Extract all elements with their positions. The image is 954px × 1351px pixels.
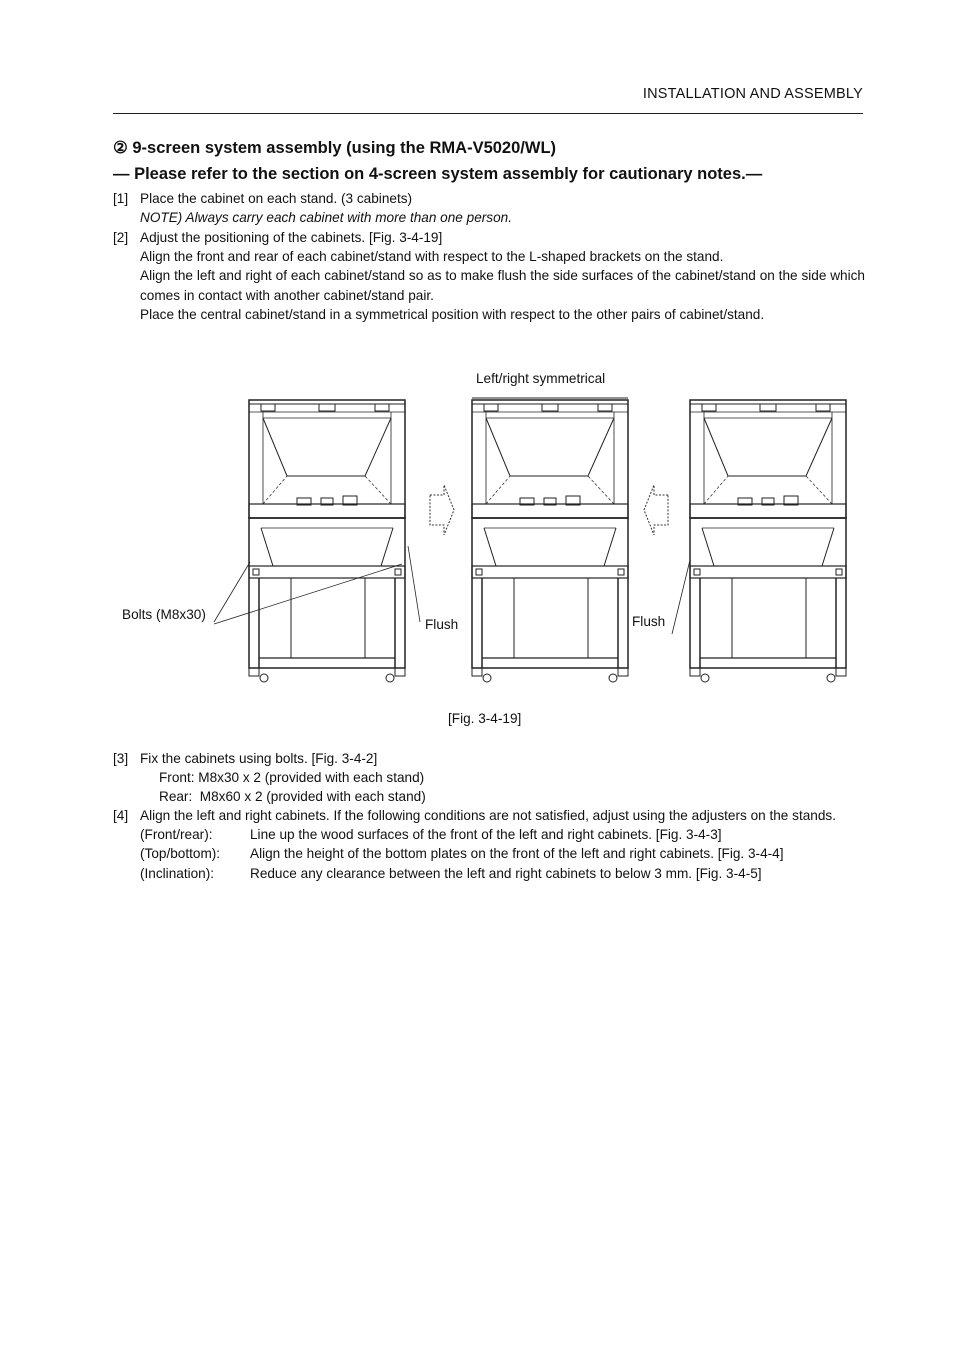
condition-row: [140, 825, 865, 844]
step-number: [2]: [113, 230, 129, 245]
figure-caption: [Fig. 3-4-19]: [448, 711, 522, 726]
flush-label-right: Flush: [632, 614, 666, 629]
center-cabinet-stand: [472, 400, 628, 682]
condition-row: [140, 864, 865, 883]
left-cabinet-stand: [249, 400, 405, 682]
step-text: Align the left and right cabinets. If the following conditions are not satisfied, adjust using the adjusters on the stands.: [140, 808, 836, 823]
condition-label: (Front/rear):: [140, 827, 213, 843]
step-1: [113, 189, 865, 227]
section-title: ② 9-screen system assembly (using the RMA-V5020/WL): [113, 139, 557, 157]
arrow-right-icon: [430, 485, 454, 535]
bolt-spec-rear: Rear: M8x60 x 2 (provided with each stand): [159, 789, 426, 805]
step-3: [113, 749, 865, 807]
condition-text: Reduce any clearance between the left and right cabinets to below 3 mm. [Fig. 3-4-5]: [250, 865, 762, 881]
condition-label: (Top/bottom):: [140, 846, 221, 862]
step-number: [1]: [113, 191, 129, 206]
step-number: [4]: [113, 808, 129, 823]
bolts-label: Bolts (M8x30): [122, 607, 206, 622]
arrow-left-icon: [644, 485, 668, 535]
condition-text: Align the height of the bottom plates on the front of the left and right cabinets. [Fig. 3-4-4]: [250, 846, 784, 862]
step-text: Align the front and rear of each cabinet/stand with respect to the L-shaped brackets on the stand.: [140, 249, 724, 265]
condition-label: (Inclination):: [140, 865, 215, 881]
condition-row: [140, 844, 865, 863]
step-text: Align the left and right of each cabinet/stand so as to make flush the side surfaces of the cabinet/stand on the side which comes in contact with another cabinet/stand pair.: [140, 268, 865, 303]
step-text: Place the central cabinet/stand in a symmetrical position with respect to the other pairs of cabinet/stand.: [140, 306, 765, 322]
condition-text: Line up the wood surfaces of the front of the left and right cabinets. [Fig. 3-4-3]: [250, 827, 722, 843]
bolt-spec-front: Front: M8x30 x 2 (provided with each stand): [159, 770, 425, 786]
step-4: [113, 806, 865, 883]
step-text: Adjust the positioning of the cabinets. [Fig. 3-4-19]: [140, 230, 443, 245]
step-text: Place the cabinet on each stand. (3 cabinets): [140, 191, 413, 206]
right-cabinet-stand: [690, 400, 846, 682]
step-number: [3]: [113, 751, 129, 766]
step-2: [113, 228, 865, 324]
step-note: NOTE) Always carry each cabinet with more than one person.: [140, 210, 512, 226]
symmetry-label: Left/right symmetrical: [476, 371, 606, 386]
flush-label-left: Flush: [425, 617, 459, 632]
step-text: Fix the cabinets using bolts. [Fig. 3-4-2]: [140, 751, 378, 766]
header-rule: [113, 113, 863, 114]
section-header: INSTALLATION AND ASSEMBLY: [642, 86, 863, 102]
caution-reference: — Please refer to the section on 4-screen system assembly for cautionary notes.—: [113, 165, 763, 183]
